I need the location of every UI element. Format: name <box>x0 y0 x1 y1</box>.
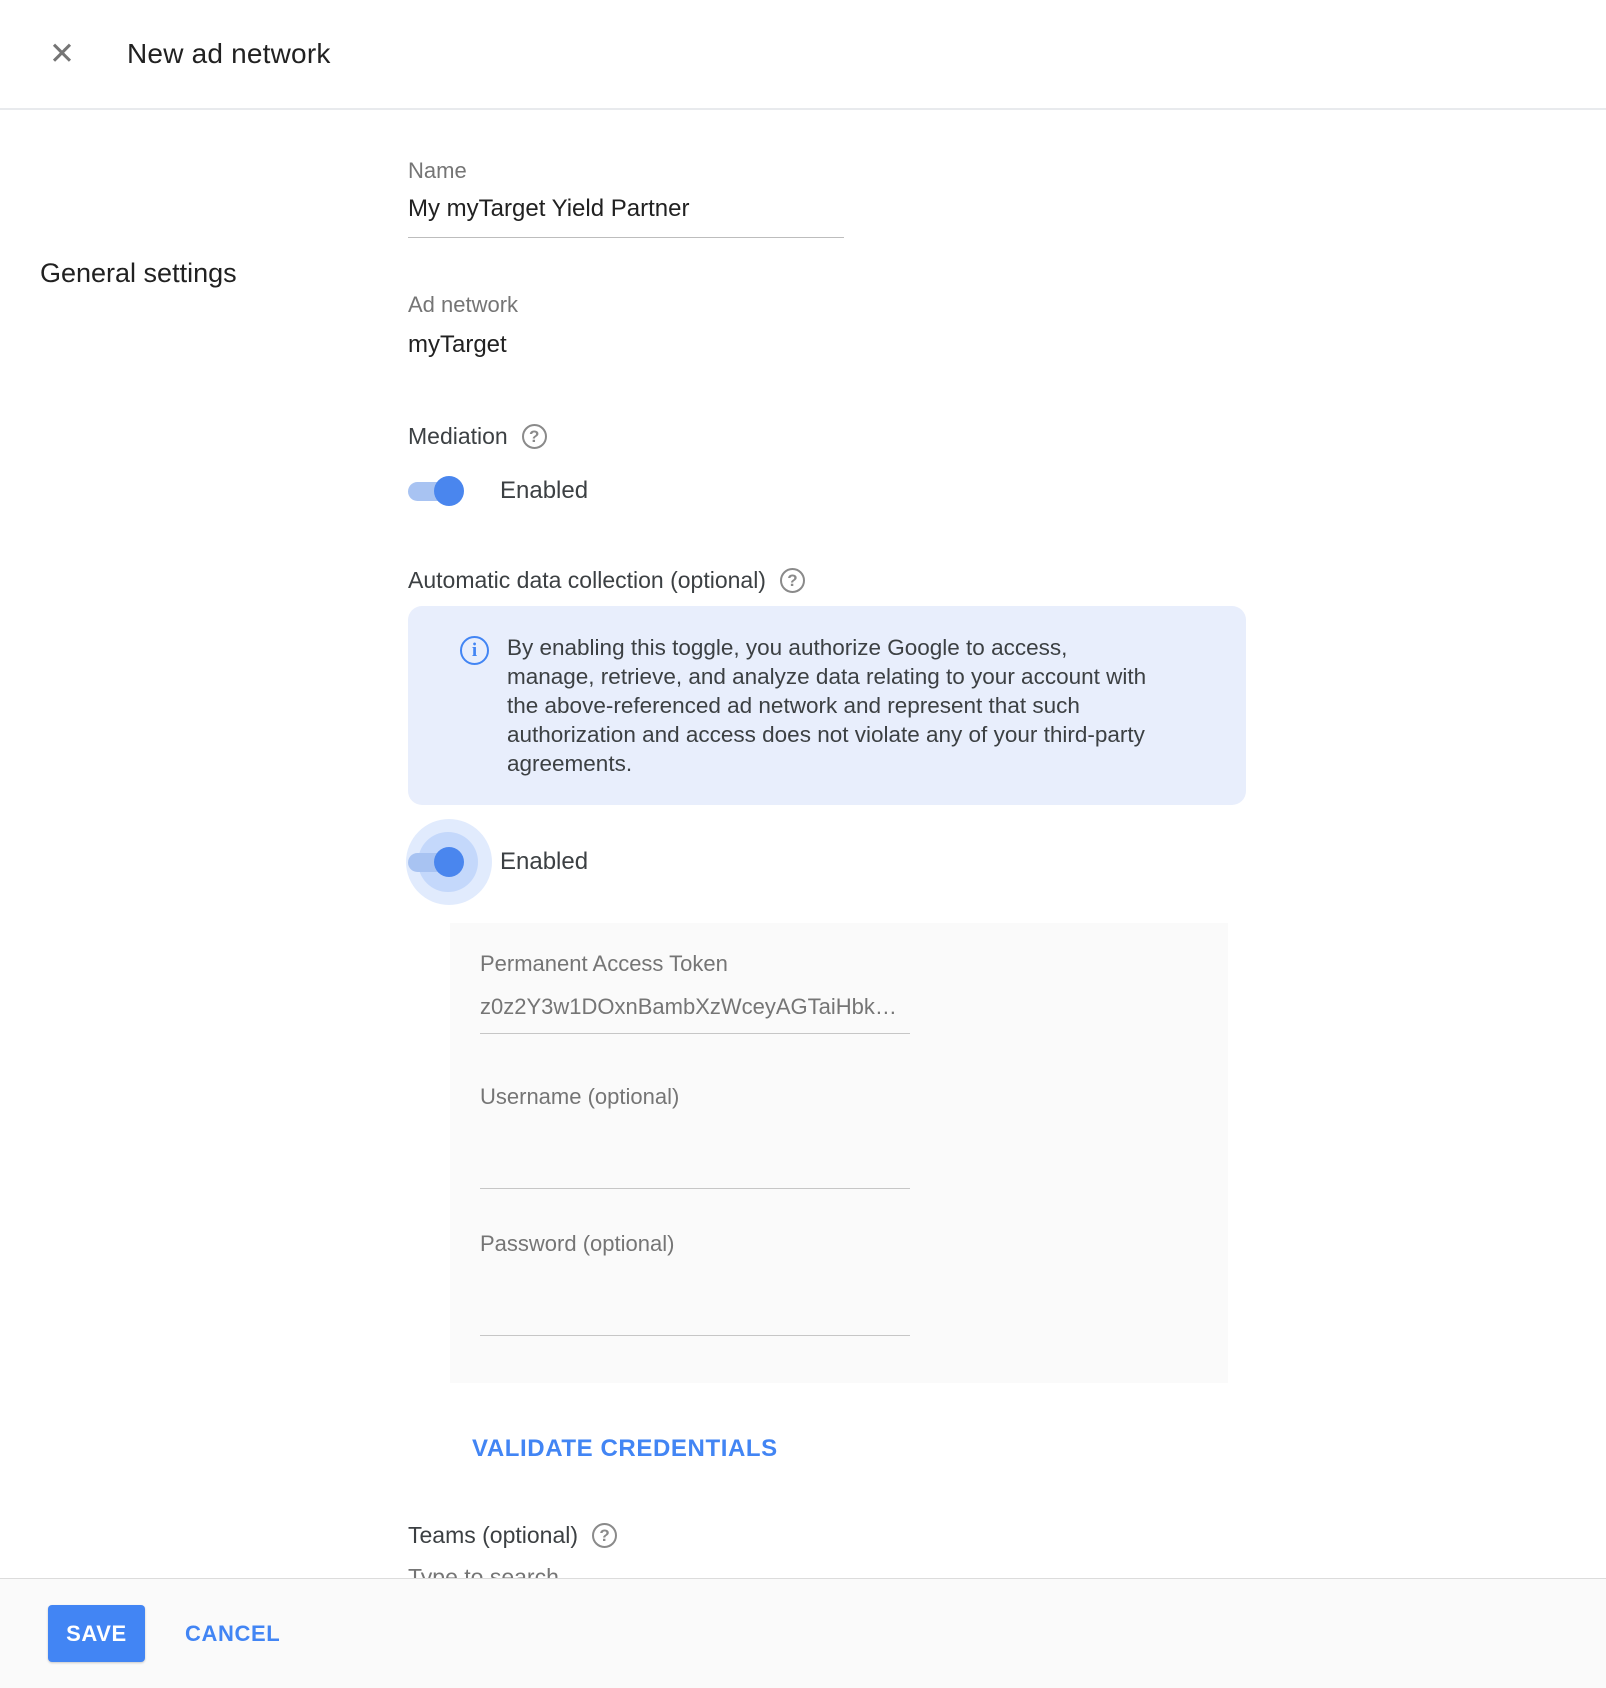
general-settings-form <box>408 158 1308 1578</box>
token-input[interactable] <box>480 993 910 1034</box>
dialog-body <box>0 110 1606 1578</box>
mediation-label: Mediation <box>408 423 508 449</box>
close-icon[interactable]: ✕ <box>49 36 75 71</box>
mediation-help-icon[interactable]: ? <box>522 424 547 449</box>
mediation-toggle-state: Enabled <box>500 477 589 504</box>
auto-collection-label: Automatic data collection (optional) <box>408 567 766 593</box>
cancel-button[interactable]: CANCEL <box>185 1620 281 1646</box>
teams-label: Teams (optional) <box>408 1522 579 1548</box>
page-title: New ad network <box>127 38 331 69</box>
save-button[interactable]: SAVE <box>48 1605 145 1662</box>
toggle-knob <box>434 476 464 506</box>
credentials-panel <box>450 923 1228 1383</box>
authorization-notice-text: By enabling this toggle, you authorize Google to access, manage, retrieve, and analyze data relating to your account with the above-referenced ad network and represent that such authorization and access does not violate any of your third-party agreements. <box>507 635 1147 776</box>
teams-search-input[interactable] <box>408 1563 838 1578</box>
auto-collection-label-row <box>408 566 1308 594</box>
password-label: Password (optional) <box>480 1231 675 1256</box>
ad-network-field-group <box>408 292 1308 360</box>
mediation-toggle-row <box>408 476 1308 506</box>
ad-network-value: myTarget <box>408 331 507 358</box>
mediation-toggle[interactable] <box>408 476 464 506</box>
teams-label-row <box>408 1521 1308 1549</box>
teams-help-icon[interactable]: ? <box>592 1523 617 1548</box>
name-label: Name <box>408 158 467 183</box>
password-input[interactable] <box>480 1295 910 1336</box>
info-icon: i <box>460 636 489 665</box>
name-input[interactable] <box>408 194 844 238</box>
token-label: Permanent Access Token <box>480 951 728 976</box>
username-input[interactable] <box>480 1148 910 1189</box>
validate-credentials-button[interactable]: VALIDATE CREDENTIALS <box>472 1435 778 1462</box>
name-field-group <box>408 158 1308 238</box>
mediation-label-row <box>408 422 1308 450</box>
auto-collection-toggle-state: Enabled <box>500 848 589 875</box>
section-title-general-settings: General settings <box>40 258 237 288</box>
auto-collection-toggle[interactable] <box>408 847 464 877</box>
auto-collection-help-icon[interactable]: ? <box>780 568 805 593</box>
username-label: Username (optional) <box>480 1084 680 1109</box>
auto-collection-toggle-row <box>408 817 1308 907</box>
toggle-knob <box>434 847 464 877</box>
dialog-header <box>0 0 1606 110</box>
dialog-footer <box>0 1578 1606 1688</box>
ad-network-label: Ad network <box>408 292 519 317</box>
authorization-notice-box <box>408 606 1246 805</box>
